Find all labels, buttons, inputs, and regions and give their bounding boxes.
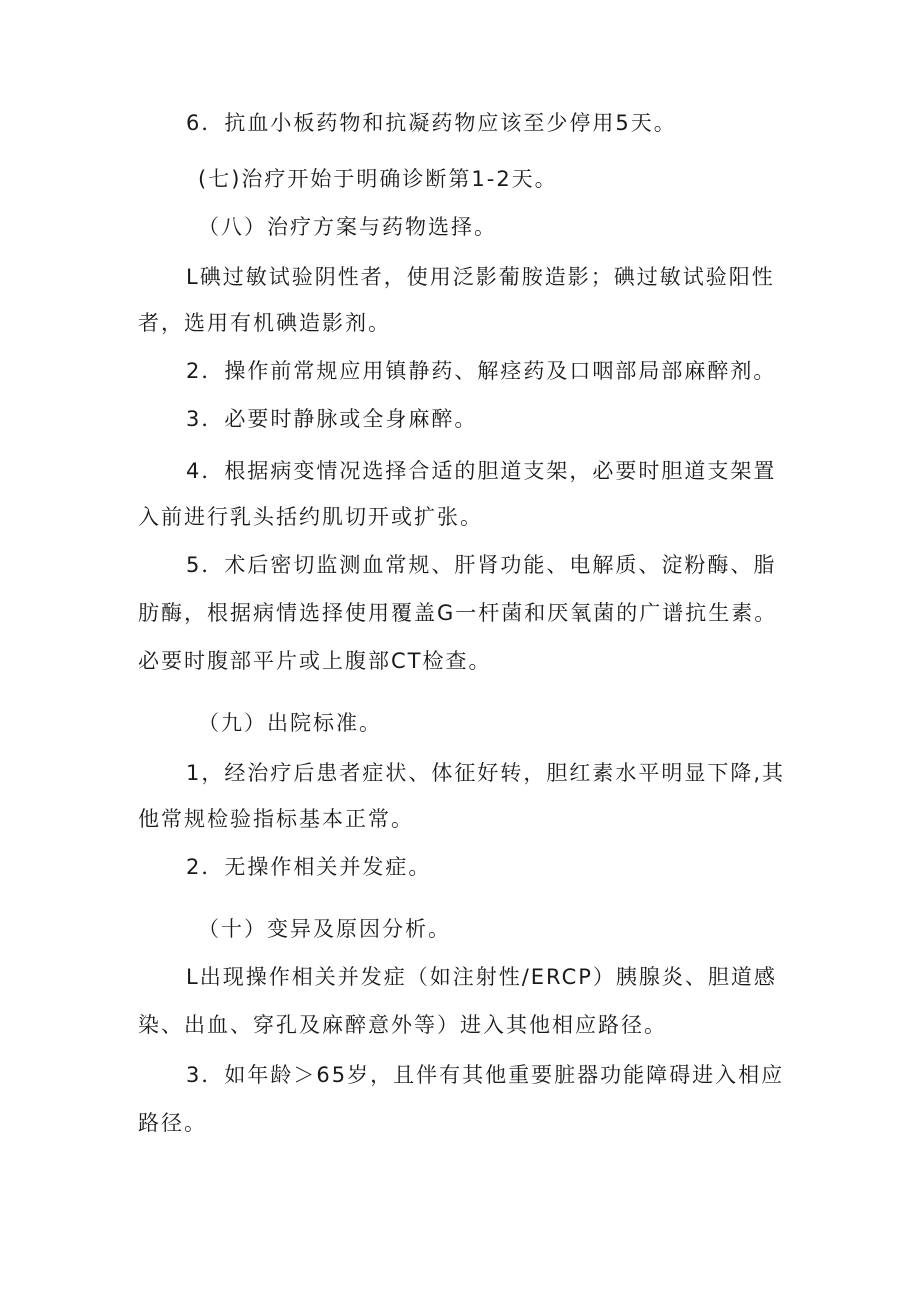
item-2-preop: 2．操作前常规应用镇静药、解痉药及口咽部局部麻醉剂。	[186, 359, 777, 383]
item-1-variation-line1: L出现操作相关并发症（如注射性/ERCP）胰腺炎、胆道感	[186, 965, 777, 989]
item-1-iodine-line1: L碘过敏试验阴性者，使用泛影葡胺造影；碘过敏试验阳性	[186, 265, 775, 289]
section-10-heading: （十）变异及原因分析。	[198, 917, 451, 941]
section-8-heading: （八）治疗方案与药物选择。	[198, 215, 497, 239]
section-9-heading: （九）出院标准。	[198, 711, 382, 735]
item-5-monitoring-line1: 5．术后密切监测血常规、肝肾功能、电解质、淀粉酶、脂	[186, 553, 777, 577]
item-5-monitoring-line2: 肪酶，根据病情选择使用覆盖G一杆菌和厌氧菌的广谱抗生素。	[138, 601, 778, 625]
item-6-antiplatelet: 6．抗血小板药物和抗凝药物应该至少停用5天。	[186, 111, 677, 135]
item-4-stent-line1: 4．根据病变情况选择合适的胆道支架，必要时胆道支架置	[186, 459, 777, 483]
item-3-age-line2: 路径。	[138, 1111, 207, 1135]
item-1-discharge-line2: 他常规检验指标基本正常。	[138, 807, 414, 831]
item-2-no-complication: 2．无操作相关并发症。	[186, 855, 432, 879]
section-7-heading: (七)治疗开始于明确诊断第1-2天。	[198, 167, 558, 191]
item-4-stent-line2: 入前进行乳头括约肌切开或扩张。	[138, 505, 483, 529]
item-1-iodine-line2: 者，选用有机碘造影剂。	[138, 311, 391, 335]
item-3-anesthesia: 3．必要时静脉或全身麻醉。	[186, 407, 478, 431]
item-1-discharge-line1: 1，经治疗后患者症状、体征好转，胆红素水平明显下降,其	[186, 761, 786, 785]
item-3-age-line1: 3．如年龄＞65岁，且伴有其他重要脏器功能障碍进入相应	[186, 1063, 785, 1087]
item-1-variation-line2: 染、出血、穿孔及麻醉意外等）进入其他相应路径。	[138, 1013, 667, 1037]
item-5-monitoring-line3: 必要时腹部平片或上腹部CT检查。	[138, 649, 492, 673]
